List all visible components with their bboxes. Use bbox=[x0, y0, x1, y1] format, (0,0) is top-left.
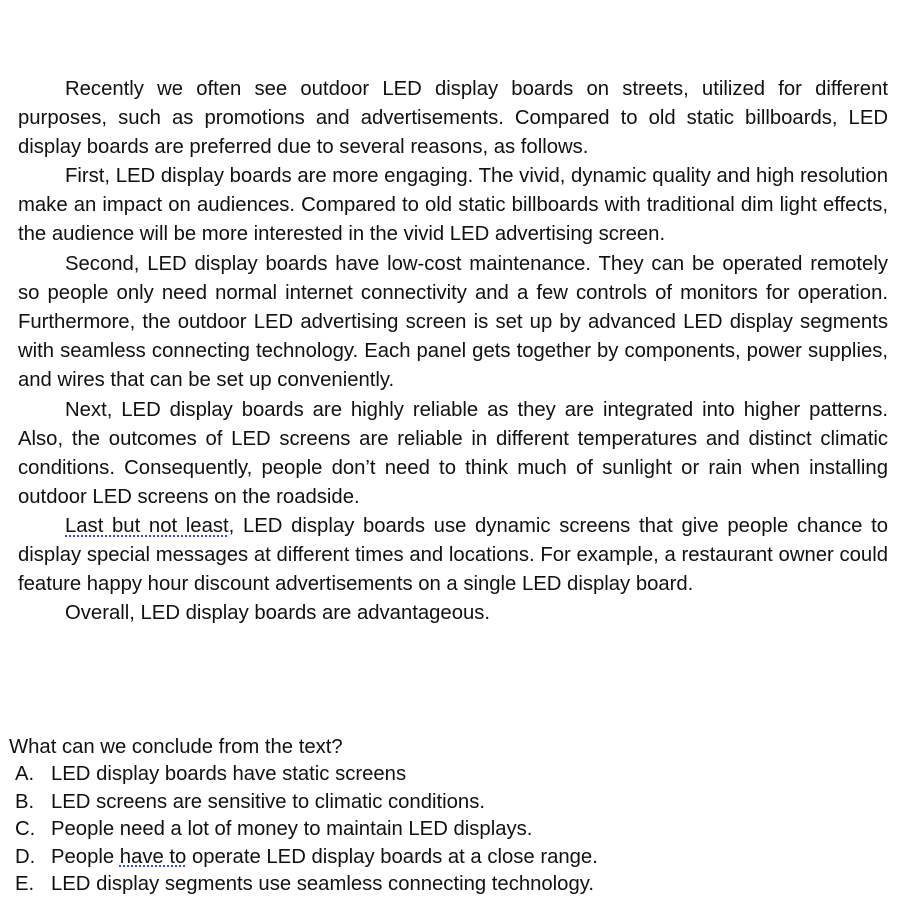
option-letter: D. bbox=[15, 845, 36, 868]
option-letter: C. bbox=[15, 818, 36, 840]
answer-option-d[interactable] bbox=[9, 844, 899, 872]
answer-option-b[interactable] bbox=[9, 789, 899, 817]
answer-option-e[interactable] bbox=[9, 871, 899, 899]
option-text: People need a lot of money to maintain LED displays. bbox=[51, 818, 533, 840]
option-text: LED screens are sensitive to climatic conditions. bbox=[51, 790, 485, 813]
option-letter: A. bbox=[15, 763, 35, 785]
paragraph-first-reason: First, LED display boards are more engaging. The vivid, dynamic quality and high resolution make an impact on audiences. Compared to old static billboards with traditional dim light effects, the audience will be more interested in the vivid LED advertising screen. bbox=[18, 165, 888, 245]
paragraph-second-reason: Second, LED display boards have low-cost maintenance. They can be operated remotely so people only need normal internet connectivity and a few controls of monitors for operation. Furthermore, the outdoor LED advertising screen is set up by advanced LED display segments with seamless connecting technology. Each panel gets together by components, power supplies, and wires that can be set up conveniently. bbox=[18, 253, 888, 391]
paragraph-fourth-reason bbox=[18, 512, 888, 599]
answer-option-c[interactable] bbox=[9, 816, 899, 844]
option-text-post: operate LED display boards at a close range. bbox=[186, 845, 598, 868]
option-text-pre: People bbox=[51, 845, 120, 868]
paragraph-third-reason: Next, LED display boards are highly reliable as they are integrated into higher patterns. Also, the outcomes of LED screens are reliable in different temperatures and distinct climatic conditions. Consequently, people don’t need to think much of sunlight or rain when installing outdoor LED screens on the roadside. bbox=[18, 399, 888, 508]
option-letter: B. bbox=[15, 790, 35, 813]
option-text: LED display boards have static screens bbox=[51, 763, 407, 785]
reading-passage bbox=[18, 75, 888, 628]
underlined-phrase: have to bbox=[119, 845, 187, 868]
paragraph-intro: Recently we often see outdoor LED display boards on streets, utilized for different purposes, such as promotions and advertisements. Compared to old static billboards, LED display boards are preferred due to several reasons, as follows. bbox=[18, 78, 888, 158]
underlined-phrase: Last but not least bbox=[65, 515, 229, 537]
option-text bbox=[51, 844, 598, 872]
question-prompt: What can we conclude from the text? bbox=[9, 736, 343, 758]
answer-option-a[interactable] bbox=[9, 761, 899, 789]
question-block bbox=[9, 734, 899, 899]
paragraph-conclusion: Overall, LED display boards are advantageous. bbox=[65, 602, 491, 624]
paragraph-fourth-text: , LED display boards use dynamic screens that give people chance to display special messages at different times and locations. For example, a restaurant owner could feature happy hour discount advertisements on a single LED display board. bbox=[18, 515, 889, 595]
option-text: LED display segments use seamless connecting technology. bbox=[51, 873, 595, 895]
option-letter: E. bbox=[15, 873, 35, 895]
answer-options bbox=[9, 761, 899, 899]
